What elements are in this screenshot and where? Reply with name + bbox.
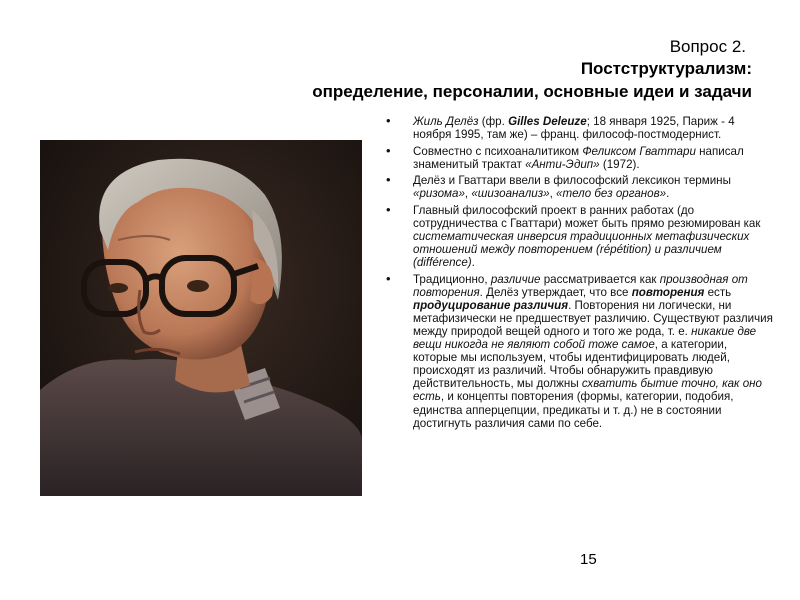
- bullet-text: Феликсом Гваттари: [582, 144, 696, 158]
- bullet-text: систематическая инверсия традиционных метафизических отношений между повторением (répétition) и различием (différence): [413, 229, 750, 270]
- bullet-item: [382, 273, 774, 430]
- bullet-text: Главный философский проект в ранних работах (до сотрудничества с Гваттари) может быть прямо резюмирован как: [413, 203, 761, 230]
- bullet-text: ,: [549, 187, 557, 201]
- bullet-item: [382, 115, 774, 141]
- bullet-item: [382, 204, 774, 269]
- bullet-text: (1972).: [599, 157, 640, 171]
- bullet-item: [382, 145, 774, 171]
- page-number: 15: [580, 551, 597, 568]
- bullet-text: никакие две вещи никогда не являют собой тоже самое: [413, 324, 757, 352]
- bullet-text: ; 18 января 1925, Париж - 4 ноября 1995, там же) – франц. философ-постмодернист.: [413, 115, 735, 142]
- bullet-text: различие: [490, 272, 541, 286]
- bullet-text: .: [666, 187, 670, 201]
- bullet-text: , а категории, которые мы используем, чтобы идентифицировать людей, происходят из различий. Чтобы обнаружить правдивую действительность, мы должны: [413, 338, 730, 391]
- bullet-text: схватить бытие точно, как оно есть: [413, 377, 763, 404]
- bullet-text: рассматривается как: [540, 272, 660, 286]
- slide-title-line-2: определение, персоналии, основные идеи и задачи: [312, 82, 752, 101]
- question-number: Вопрос 2.: [669, 37, 746, 56]
- bullet-text: продуцирование различия: [413, 298, 569, 312]
- bullet-text: Жиль Делёз: [413, 115, 479, 128]
- portrait-photo: [40, 140, 362, 496]
- bullet-item: [382, 174, 774, 200]
- bullet-text: (фр.: [478, 115, 509, 128]
- bullet-text: есть: [704, 285, 732, 299]
- slide-title-block: [312, 36, 752, 103]
- bullet-text: . Повторения ни логически, ни метафизически не предшествует различию. Существуют различия между природой вещей одного и того же рода, т. е.: [413, 298, 773, 338]
- bullet-text: «ризома»: [413, 187, 465, 201]
- bullet-text: ,: [464, 187, 472, 201]
- slide-title-line-1: Постструктурализм:: [580, 59, 752, 78]
- bullet-text: «шизоанализ»: [471, 187, 550, 201]
- portrait-photo-drawing: [40, 140, 362, 496]
- bullet-text: повторения: [631, 285, 705, 299]
- bullet-list: [382, 115, 774, 433]
- bullet-text: написал знаменитый трактат: [413, 144, 744, 171]
- bullet-text: .: [471, 256, 475, 270]
- bullet-text: производная от повторения: [413, 272, 748, 299]
- bullet-text: . Делёз утверждает, что все: [479, 285, 632, 299]
- bullet-text: «Анти-Эдип»: [525, 157, 600, 171]
- bullet-text: Делёз и Гваттари ввели в философский лексикон термины: [413, 174, 731, 188]
- bullet-text: , и концепты повторения (формы, категории, подобия, единства апперцепции, предикаты и т. д.) не в состоянии достигнуть различия сами по себе.: [413, 390, 734, 430]
- bullet-text: Gilles Deleuze: [508, 115, 587, 128]
- bullet-text: «тело без органов»: [556, 187, 667, 201]
- bullet-text: Совместно с психоаналитиком: [413, 144, 583, 158]
- bullet-text: Традиционно,: [413, 272, 491, 286]
